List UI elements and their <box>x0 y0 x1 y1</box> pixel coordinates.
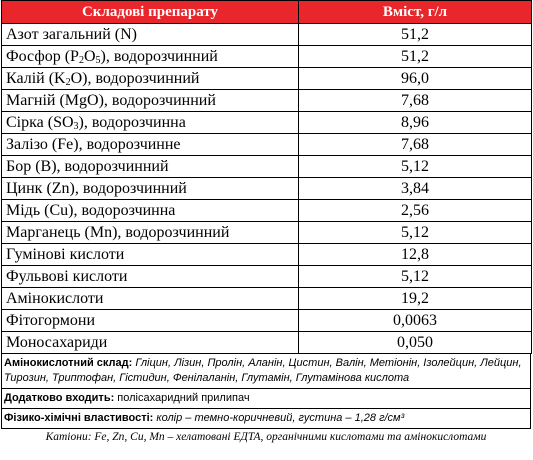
table-row <box>2 24 532 46</box>
additional-text: полісахаридний прилипач <box>114 392 250 404</box>
row-value: 19,2 <box>299 288 532 310</box>
row-value: 0,050 <box>299 332 532 354</box>
row-name: Гумінові кислоти <box>2 244 299 266</box>
row-name: Магній (MgO), водорозчинний <box>2 90 299 112</box>
additional-label: Додатково входить: <box>4 392 115 404</box>
amino-acid-list: Гліцин, Лізин, Пролін, Аланін, Цистин, Валін, Метіонін, Ізолейцин, Лейцин, Тирозин, Триптофан, Гістидин, Фенілаланін, Глутамін, Глутамінова кислота <box>4 357 522 384</box>
row-value: 5,12 <box>299 222 532 244</box>
header-components: Складові препарату <box>2 1 299 24</box>
composition-table <box>1 0 532 354</box>
amino-acid-label: Амінокислотний склад: <box>4 357 133 369</box>
table-row <box>2 266 532 288</box>
row-value: 51,2 <box>299 46 532 68</box>
table-row <box>2 68 532 90</box>
row-name: Бор (B), водорозчинний <box>2 156 299 178</box>
row-value: 8,96 <box>299 112 532 134</box>
table-row <box>2 310 532 332</box>
table-row <box>2 288 532 310</box>
row-name: Фосфор $(P_2O_5)$, водорозчинний <box>2 46 299 68</box>
cations-footnote: Катіони: Fe, Zn, Cu, Mn – хелатовані ЕДТА, органічними кислотами та амінокислотами <box>45 431 487 443</box>
row-name: Моносахариди <box>2 332 299 354</box>
row-name: Калій $(K_2O)$, водорозчинний <box>2 68 299 90</box>
row-name: Цинк (Zn), водорозчинний <box>2 178 299 200</box>
row-value: 5,12 <box>299 266 532 288</box>
physicochemical-properties-note <box>1 409 531 429</box>
additional-ingredients-note <box>1 389 531 409</box>
row-value: 7,68 <box>299 134 532 156</box>
row-value: 3,84 <box>299 178 532 200</box>
table-header-row <box>2 1 532 24</box>
row-name: Залізо (Fe), водорозчинне <box>2 134 299 156</box>
row-value: 0,0063 <box>299 310 532 332</box>
table-row <box>2 178 532 200</box>
row-value: 7,68 <box>299 90 532 112</box>
row-value: 5,12 <box>299 156 532 178</box>
table-row <box>2 46 532 68</box>
physchem-label: Фізико-хімічні властивості: <box>4 412 154 424</box>
amino-acid-composition-note <box>1 354 531 389</box>
row-name: Фітогормони <box>2 310 299 332</box>
row-name: Фульвові кислоти <box>2 266 299 288</box>
table-row <box>2 200 532 222</box>
row-value: 96,0 <box>299 68 532 90</box>
row-name: Марганець (Mn), водорозчинний <box>2 222 299 244</box>
row-value: 12,8 <box>299 244 532 266</box>
header-content: Вміст, г/л <box>299 1 532 24</box>
table-row <box>2 90 532 112</box>
row-name: Амінокислоти <box>2 288 299 310</box>
row-name: Азот загальний (N) <box>2 24 299 46</box>
table-row <box>2 244 532 266</box>
product-composition <box>1 0 531 443</box>
table-row <box>2 332 532 354</box>
row-name: Сірка $(SO_3)$, водорозчинна <box>2 112 299 134</box>
row-value: 51,2 <box>299 24 532 46</box>
table-row <box>2 222 532 244</box>
physchem-text: колір – темно-коричневий, густина – 1,28 г/см³ <box>153 412 405 424</box>
row-value: 2,56 <box>299 200 532 222</box>
table-row <box>2 134 532 156</box>
table-row <box>2 156 532 178</box>
row-name: Мідь (Cu), водорозчинна <box>2 200 299 222</box>
table-row <box>2 112 532 134</box>
